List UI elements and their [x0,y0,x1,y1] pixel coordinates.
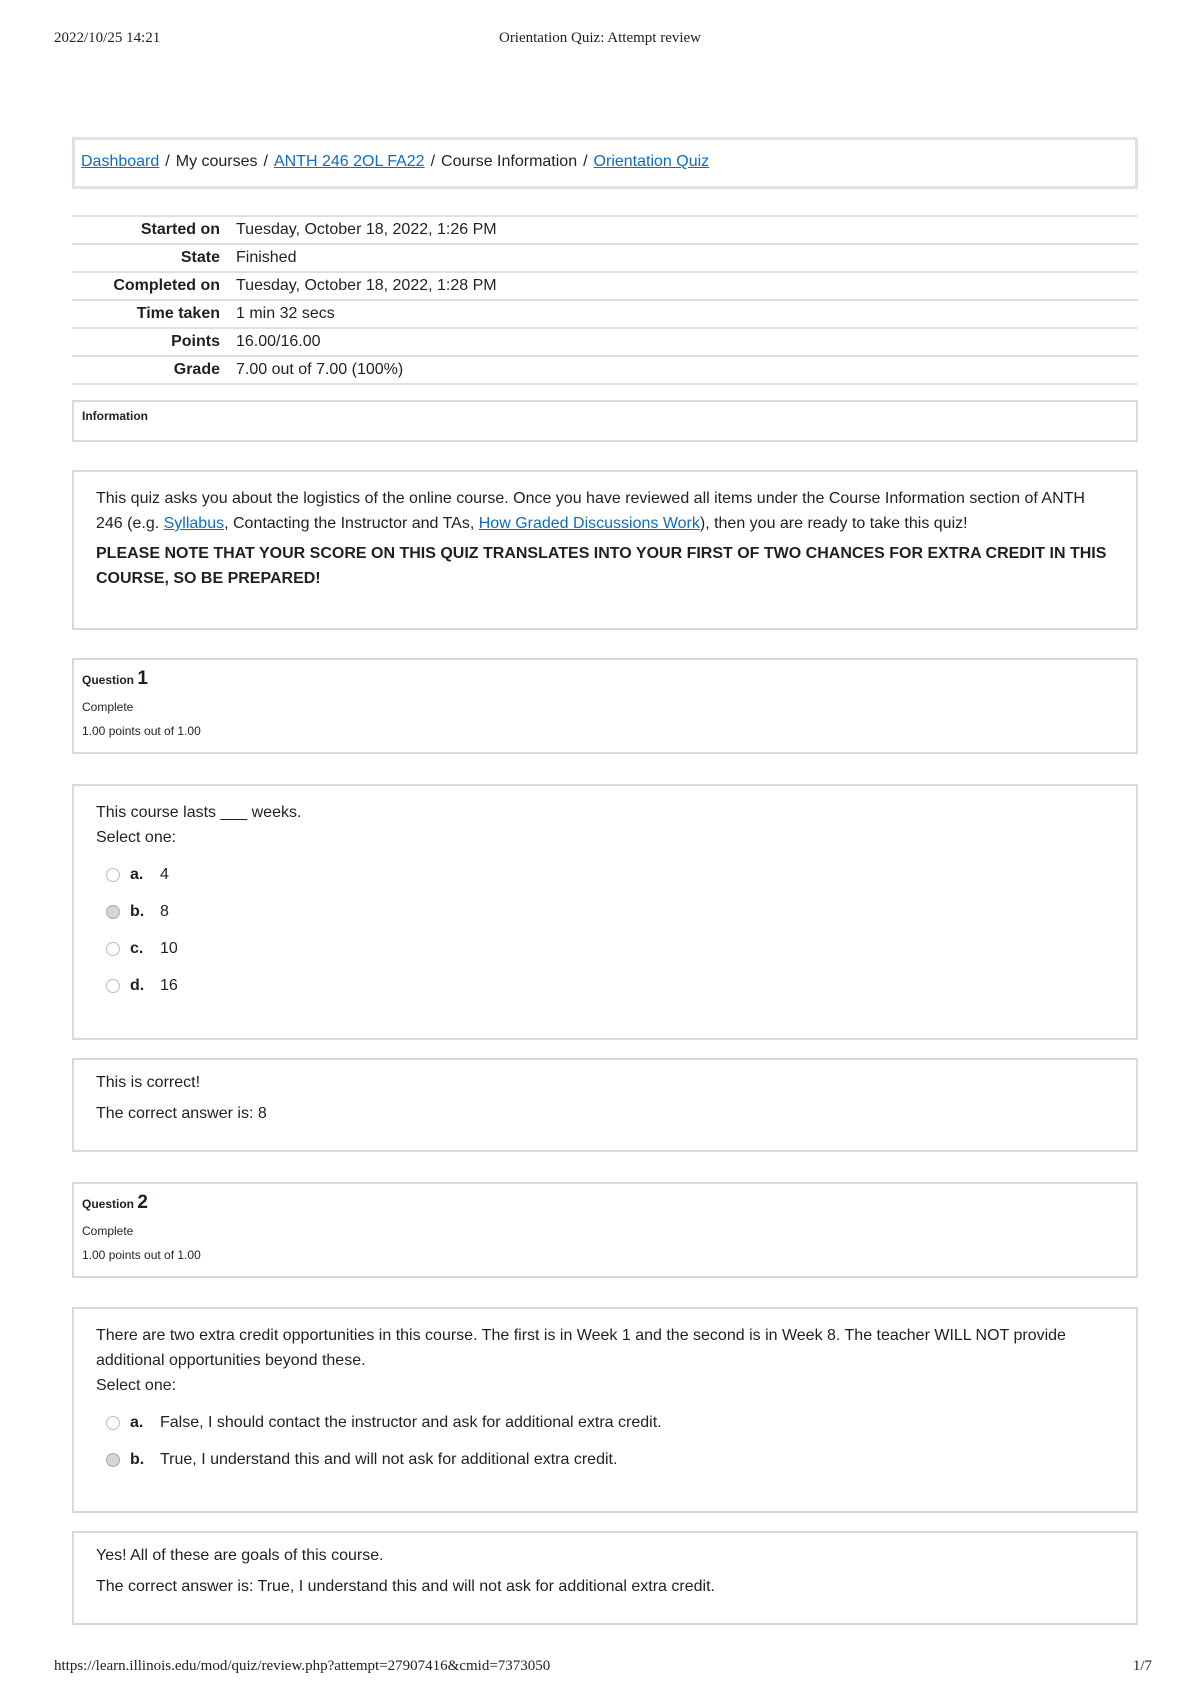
print-header [0,30,1200,50]
breadcrumb-my-courses: My courses [175,153,258,170]
feedback-text: Yes! All of these are goals of this course. [96,1547,384,1564]
answer-text: True, I understand this and will not ask for additional extra credit. [160,1451,618,1468]
question-number: 1 [137,668,148,689]
information-text-middle: , Contacting the Instructor and TAs, [224,515,479,532]
summary-label: Points [171,333,220,350]
summary-value: Tuesday, October 18, 2022, 1:26 PM [236,221,497,238]
summary-value: Finished [236,249,297,266]
answer-letter: c. [130,940,144,957]
answer-option[interactable] [96,1404,1114,1441]
summary-row [72,328,1138,356]
question-label: Question [82,673,135,687]
question-1-info [72,658,1138,754]
breadcrumb-separator: / [583,153,588,170]
summary-row [72,300,1138,328]
extra-credit-notice: PLEASE NOTE THAT YOUR SCORE ON THIS QUIZ TRANSLATES INTO YOUR FIRST OF TWO CHANCES FOR EXTRA CREDIT IN THIS COURSE, SO BE PREPARED! [96,545,1107,587]
breadcrumb-dashboard-link[interactable]: Dashboard [81,153,160,170]
attempt-summary-table [72,215,1138,385]
answer-option[interactable] [96,856,1114,893]
correct-answer-text: The correct answer is: True, I understand this and will not ask for additional extra credit. [96,1578,715,1595]
question-1-number [82,668,1128,690]
summary-value: 1 min 32 secs [236,305,335,322]
summary-label: Grade [173,361,220,378]
radio-checked-icon[interactable] [106,905,120,919]
answer-text: 4 [160,866,169,883]
print-datetime: 2022/10/25 14:21 [54,30,161,46]
information-header [72,400,1138,442]
information-content [72,470,1138,630]
radio-icon[interactable] [106,979,120,993]
information-text-start: This quiz asks you about the logistics of the online course. Once you have reviewed all items under the Course Information section of ANTH 246 (e.g. [96,490,1085,532]
print-footer [0,1658,1200,1678]
radio-checked-icon[interactable] [106,1453,120,1467]
print-url: https://learn.illinois.edu/mod/quiz/review.php?attempt=27907416&cmid=7373050 [54,1658,551,1674]
breadcrumb-quiz-link[interactable]: Orientation Quiz [593,153,710,170]
information-text-end: ), then you are ready to take this quiz! [699,515,968,532]
answer-text: 8 [160,903,169,920]
breadcrumb-separator: / [165,153,170,170]
answer-option-selected[interactable] [96,893,1114,930]
answer-letter: a. [130,1414,144,1431]
question-1-content [72,784,1138,1040]
radio-icon[interactable] [106,868,120,882]
question-2-number [82,1192,1128,1214]
breadcrumb [72,137,1138,189]
question-2-content [72,1307,1138,1513]
summary-row [72,356,1138,384]
breadcrumb-section: Course Information [441,153,578,170]
question-label: Question [82,1197,135,1211]
summary-label: State [180,249,220,266]
select-one-label: Select one: [96,1377,177,1394]
breadcrumb-separator: / [263,153,268,170]
radio-icon[interactable] [106,1416,120,1430]
answer-letter: a. [130,866,144,883]
summary-label: Started on [140,221,220,238]
information-label: Information [82,409,148,423]
answer-text: False, I should contact the instructor and ask for additional extra credit. [160,1414,662,1431]
breadcrumb-separator: / [430,153,436,170]
information-text [96,486,1114,536]
question-2-prompt: There are two extra credit opportunities in this course. The first is in Week 1 and the second is in Week 8. The teacher WILL NOT provide additional opportunities beyond these. [96,1327,1066,1369]
question-2-feedback [72,1531,1138,1625]
graded-discussions-link[interactable]: How Graded Discussions Work [478,515,700,532]
summary-label: Completed on [113,277,220,294]
question-number: 2 [137,1192,148,1213]
syllabus-link[interactable]: Syllabus [163,515,225,532]
summary-label: Time taken [136,305,220,322]
answer-letter: d. [130,977,145,994]
summary-value: 7.00 out of 7.00 (100%) [236,361,404,378]
question-2-points: 1.00 points out of 1.00 [82,1248,201,1262]
answer-option-selected[interactable] [96,1441,1114,1478]
feedback-text: This is correct! [96,1074,201,1091]
question-1-prompt: This course lasts ___ weeks. [96,804,302,821]
answer-option[interactable] [96,930,1114,967]
summary-row [72,272,1138,300]
correct-answer-text: The correct answer is: 8 [96,1105,267,1122]
answer-letter: b. [130,903,145,920]
answer-option[interactable] [96,967,1114,1004]
question-2-info [72,1182,1138,1278]
answer-text: 16 [160,977,178,994]
print-page-number: 1/7 [1132,1658,1152,1674]
question-1-status: Complete [82,700,134,714]
summary-value: Tuesday, October 18, 2022, 1:28 PM [236,277,497,294]
summary-value: 16.00/16.00 [236,333,321,350]
summary-row [72,216,1138,244]
answer-letter: b. [130,1451,145,1468]
question-1-points: 1.00 points out of 1.00 [82,724,201,738]
question-1-feedback [72,1058,1138,1152]
summary-row [72,244,1138,272]
question-2-status: Complete [82,1224,134,1238]
select-one-label: Select one: [96,829,177,846]
answer-text: 10 [160,940,178,957]
radio-icon[interactable] [106,942,120,956]
breadcrumb-course-link[interactable]: ANTH 246 2OL FA22 [273,153,425,170]
print-title: Orientation Quiz: Attempt review [498,30,702,46]
